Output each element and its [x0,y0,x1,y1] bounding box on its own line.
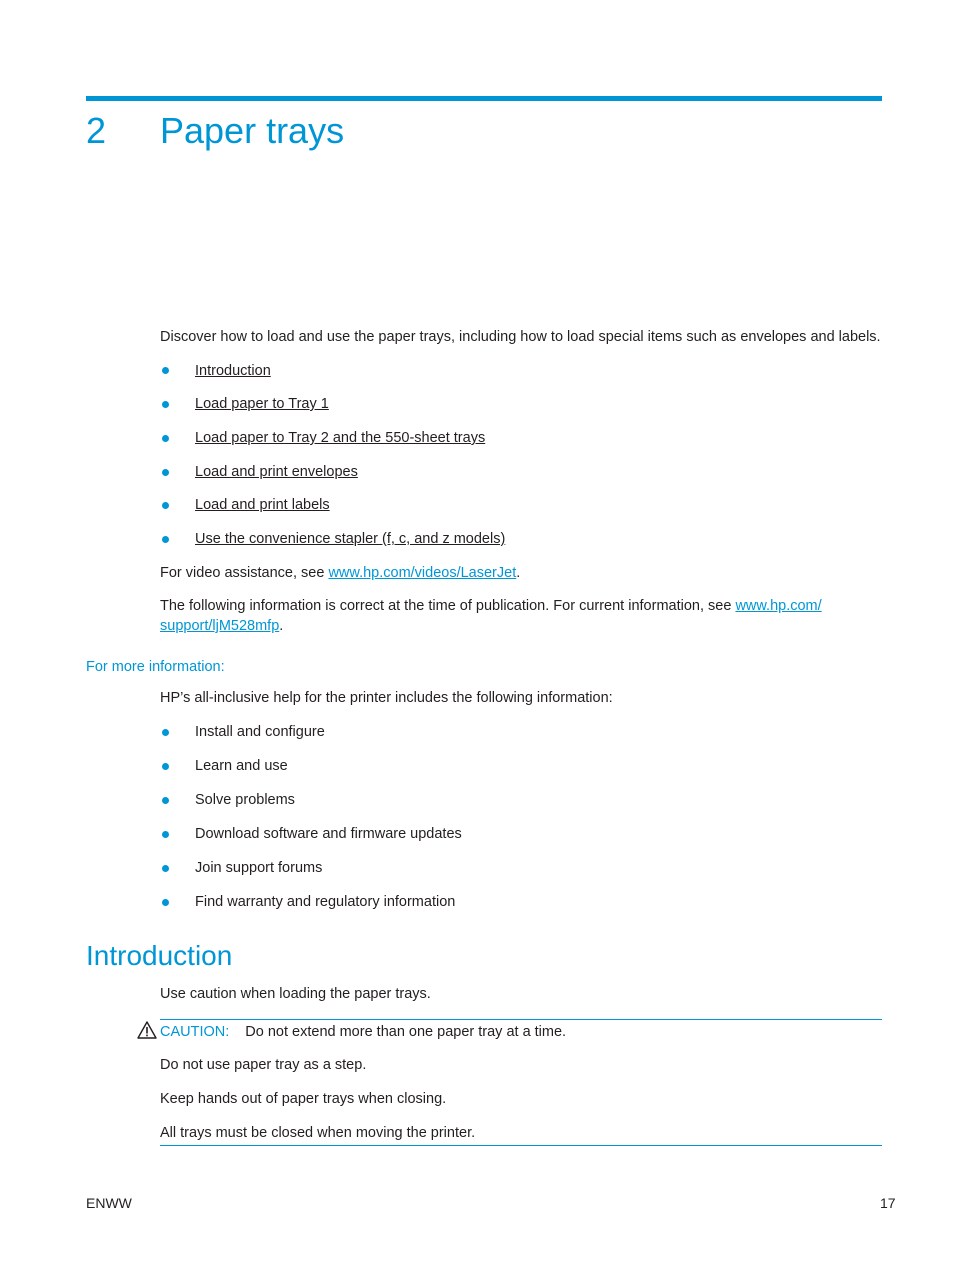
list-item: Install and configure [195,724,325,740]
warning-triangle-icon [137,1021,157,1039]
chapter-rule [86,96,882,101]
bullet-icon [162,502,169,509]
more-info-heading: For more information: [86,659,225,675]
caution-top-rule [160,1019,882,1020]
toc-link-labels[interactable]: Load and print labels [195,497,330,513]
current-info-suffix: . [279,618,284,634]
caution-bottom-rule [160,1145,882,1146]
chapter-number: 2 [86,110,107,151]
current-info-line2 [160,616,283,636]
current-info-prefix: The following information is correct at the time of publication. For current information, see [160,598,736,614]
section-title-introduction: Introduction [86,940,233,971]
caution-label: CAUTION: [160,1024,230,1040]
list-item: Join support forums [195,860,323,876]
bullet-icon [162,469,169,476]
caution-line: All trays must be closed when moving the printer. [160,1125,476,1141]
bullet-icon [162,763,169,770]
toc-link-introduction[interactable]: Introduction [195,363,271,379]
intro-paragraph: Discover how to load and use the paper trays, including how to load special items such as envelopes and labels. [160,329,881,345]
support-link-part1[interactable]: www.hp.com/ [735,598,822,614]
current-info-line1 [160,596,822,616]
bullet-icon [162,435,169,442]
caution-text: Do not extend more than one paper tray at a time. [245,1024,567,1040]
chapter-title: Paper trays [160,110,345,151]
bullet-icon [162,865,169,872]
list-item: Solve problems [195,792,295,808]
bullet-icon [162,536,169,543]
list-item: Find warranty and regulatory information [195,894,456,910]
support-link-part2[interactable]: support/ljM528mfp [160,618,280,634]
introduction-lead: Use caution when loading the paper trays. [160,986,431,1002]
caution-line: Keep hands out of paper trays when closing. [160,1091,447,1107]
video-suffix: . [516,565,521,581]
video-assistance-line [160,563,520,583]
toc-link-stapler[interactable]: Use the convenience stapler (f, c, and z models) [195,531,506,547]
video-link[interactable]: www.hp.com/videos/LaserJet [328,565,517,581]
bullet-icon [162,729,169,736]
toc-link-envelopes[interactable]: Load and print envelopes [195,464,358,480]
bullet-icon [162,401,169,408]
footer-left: ENWW [86,1195,132,1211]
bullet-icon [162,797,169,804]
page-number: 17 [880,1195,896,1211]
video-prefix: For video assistance, see [160,565,329,581]
list-item: Learn and use [195,758,288,774]
caution-first-line [160,1022,566,1042]
bullet-icon [162,367,169,374]
caution-line: Do not use paper tray as a step. [160,1057,367,1073]
bullet-icon [162,899,169,906]
toc-link-tray2[interactable]: Load paper to Tray 2 and the 550-sheet trays [195,430,486,446]
bullet-icon [162,831,169,838]
list-item: Download software and firmware updates [195,826,462,842]
more-info-lead: HP’s all-inclusive help for the printer includes the following information: [160,690,613,706]
toc-link-tray1[interactable]: Load paper to Tray 1 [195,396,329,412]
